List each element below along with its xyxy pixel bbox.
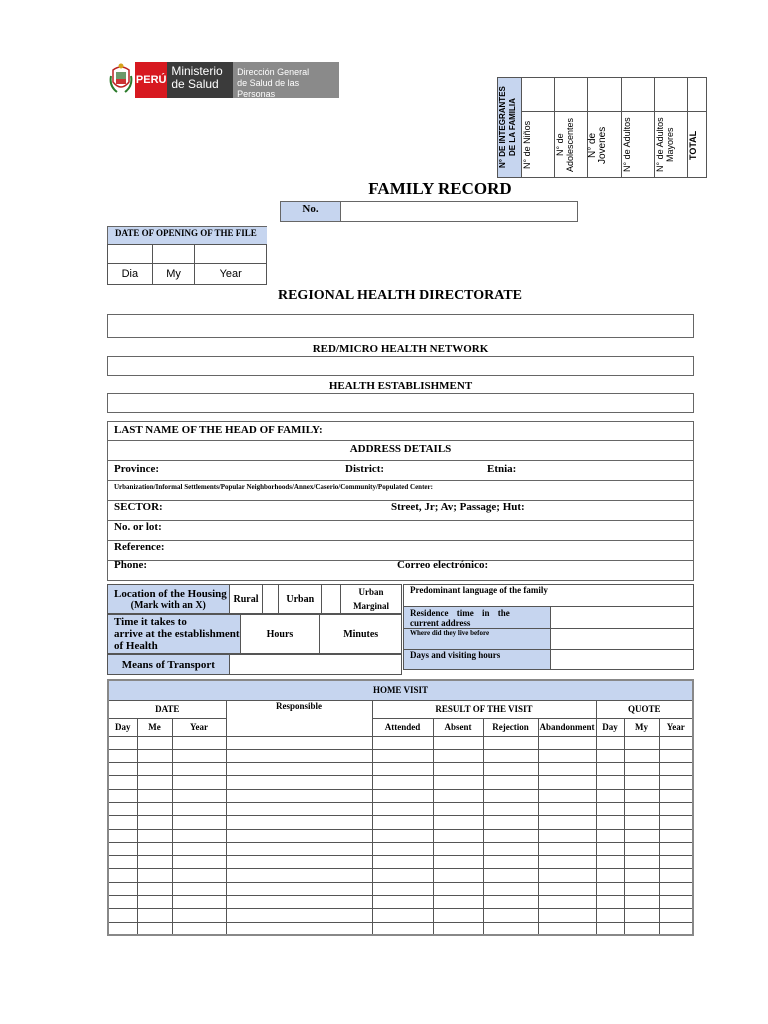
visit-cell[interactable] bbox=[226, 776, 372, 789]
adults-header: N° de Adultos bbox=[622, 117, 633, 172]
visit-cell[interactable] bbox=[596, 736, 624, 749]
language-block bbox=[403, 584, 694, 670]
transport-label: Means of Transport bbox=[108, 655, 230, 675]
residence-time-field[interactable] bbox=[550, 607, 693, 629]
sector-row[interactable] bbox=[107, 501, 694, 521]
visit-cell[interactable] bbox=[137, 736, 172, 749]
visit-cell[interactable] bbox=[137, 789, 172, 802]
visit-cell[interactable] bbox=[624, 816, 659, 829]
visit-cell[interactable] bbox=[538, 789, 596, 802]
ethnicity-label: Etnia: bbox=[487, 463, 517, 475]
visit-cell[interactable] bbox=[137, 776, 172, 789]
address-details-title: ADDRESS DETAILS bbox=[349, 443, 452, 455]
visit-cell[interactable] bbox=[108, 842, 137, 855]
visit-cell[interactable] bbox=[172, 763, 226, 776]
visit-cell[interactable] bbox=[624, 869, 659, 882]
visit-cell[interactable] bbox=[596, 909, 624, 922]
result-header: RESULT OF THE VISIT bbox=[372, 700, 596, 718]
visit-cell[interactable] bbox=[483, 909, 538, 922]
visit-cell[interactable] bbox=[596, 789, 624, 802]
visit-cell[interactable] bbox=[226, 802, 372, 815]
visit-cell[interactable] bbox=[483, 856, 538, 869]
phone-row[interactable] bbox=[107, 561, 694, 581]
visit-cell[interactable] bbox=[624, 802, 659, 815]
visit-cell[interactable] bbox=[596, 776, 624, 789]
visit-cell[interactable] bbox=[596, 829, 624, 842]
visit-cell[interactable] bbox=[433, 829, 483, 842]
visit-cell[interactable] bbox=[372, 856, 433, 869]
hours-field[interactable] bbox=[240, 615, 320, 654]
visit-cell[interactable] bbox=[372, 896, 433, 909]
visit-cell[interactable] bbox=[659, 736, 693, 749]
visit-cell[interactable] bbox=[226, 896, 372, 909]
visit-cell[interactable] bbox=[226, 763, 372, 776]
visit-row bbox=[108, 896, 693, 909]
visit-cell[interactable] bbox=[226, 749, 372, 762]
abandonment-header: Abandonment bbox=[538, 718, 596, 736]
visit-cell[interactable] bbox=[596, 856, 624, 869]
red-micro-field[interactable] bbox=[107, 356, 694, 376]
attended-header: Attended bbox=[372, 718, 433, 736]
visit-cell[interactable] bbox=[596, 763, 624, 776]
regional-title: REGIONAL HEALTH DIRECTORATE bbox=[277, 288, 523, 303]
visit-cell[interactable] bbox=[538, 869, 596, 882]
travel-time-line3: of Health bbox=[114, 640, 158, 652]
visit-cell[interactable] bbox=[137, 896, 172, 909]
visit-cell[interactable] bbox=[226, 736, 372, 749]
direction-name-line2: de Salud de las Personas bbox=[237, 78, 300, 99]
visit-cell[interactable] bbox=[137, 869, 172, 882]
visit-row bbox=[108, 829, 693, 842]
visit-cell[interactable] bbox=[137, 922, 172, 935]
total-header: TOTAL bbox=[688, 129, 699, 160]
opening-date-block bbox=[107, 226, 267, 285]
visit-cell[interactable] bbox=[172, 869, 226, 882]
visit-cell[interactable] bbox=[372, 763, 433, 776]
visit-cell[interactable] bbox=[433, 922, 483, 935]
visit-cell[interactable] bbox=[483, 922, 538, 935]
visit-cell[interactable] bbox=[483, 816, 538, 829]
visit-cell[interactable] bbox=[172, 789, 226, 802]
visit-cell[interactable] bbox=[226, 922, 372, 935]
address-details-row bbox=[107, 441, 694, 461]
visit-cell[interactable] bbox=[226, 869, 372, 882]
urbanization-row[interactable] bbox=[107, 481, 694, 501]
visit-cell[interactable] bbox=[538, 896, 596, 909]
visit-cell[interactable] bbox=[659, 869, 693, 882]
predominant-language-field[interactable] bbox=[404, 585, 694, 607]
visit-cell[interactable] bbox=[433, 856, 483, 869]
visit-cell[interactable] bbox=[538, 829, 596, 842]
opening-day-label: Dia bbox=[108, 264, 153, 285]
visit-cell[interactable] bbox=[226, 882, 372, 895]
district-label: District: bbox=[345, 463, 385, 475]
minutes-field[interactable] bbox=[320, 615, 402, 654]
record-number-label: No. bbox=[280, 201, 341, 222]
visit-row bbox=[108, 856, 693, 869]
coat-of-arms-icon bbox=[109, 62, 133, 96]
month-header: Me bbox=[137, 718, 172, 736]
visit-cell[interactable] bbox=[172, 749, 226, 762]
visit-cell[interactable] bbox=[624, 789, 659, 802]
visit-cell[interactable] bbox=[659, 749, 693, 762]
visit-cell[interactable] bbox=[433, 749, 483, 762]
phone-label: Phone: bbox=[114, 559, 147, 571]
visit-cell[interactable] bbox=[624, 842, 659, 855]
family-members-header: N° DE INTEGRANTES DE LA FAMILIA bbox=[498, 86, 517, 169]
page-title: FAMILY RECORD bbox=[368, 179, 512, 198]
number-label: No. or lot: bbox=[114, 521, 162, 533]
visit-cell[interactable] bbox=[596, 896, 624, 909]
visit-cell[interactable] bbox=[108, 882, 137, 895]
visit-cell[interactable] bbox=[172, 736, 226, 749]
visit-cell[interactable] bbox=[624, 882, 659, 895]
visit-cell[interactable] bbox=[172, 882, 226, 895]
visit-cell[interactable] bbox=[433, 736, 483, 749]
visit-cell[interactable] bbox=[433, 802, 483, 815]
urbanization-label: Urbanization/Informal Settlements/Popular Neighborhoods/Annex/Caserio/Community/Populated Center: bbox=[114, 483, 433, 491]
reference-label: Reference: bbox=[114, 541, 165, 553]
visit-cell[interactable] bbox=[596, 842, 624, 855]
ministry-name-line2: de Salud bbox=[171, 77, 219, 91]
housing-location-cell bbox=[108, 585, 230, 614]
visit-cell[interactable] bbox=[596, 869, 624, 882]
visit-cell[interactable] bbox=[659, 829, 693, 842]
responsible-header: Responsible bbox=[226, 700, 372, 736]
visit-cell[interactable] bbox=[538, 882, 596, 895]
urban-marginal-line2: Marginal bbox=[353, 601, 390, 611]
urban-option[interactable]: Urban bbox=[279, 585, 322, 614]
visiting-hours-field[interactable] bbox=[550, 650, 693, 670]
visit-cell[interactable] bbox=[108, 829, 137, 842]
housing-block bbox=[107, 584, 402, 674]
opening-month-label: My bbox=[152, 264, 195, 285]
visit-cell[interactable] bbox=[659, 909, 693, 922]
red-micro-label: RED/MICRO HEALTH NETWORK bbox=[312, 343, 489, 355]
visit-cell[interactable] bbox=[624, 829, 659, 842]
reference-row[interactable] bbox=[107, 541, 694, 561]
travel-time-line2: arrive at the establishment bbox=[114, 628, 240, 640]
visit-cell[interactable] bbox=[659, 802, 693, 815]
visit-row bbox=[108, 882, 693, 895]
opening-year-label: Year bbox=[195, 264, 267, 285]
peru-badge: PERÚ bbox=[135, 62, 167, 98]
residence-time-line2: current address bbox=[410, 617, 471, 628]
visit-row bbox=[108, 869, 693, 882]
visit-cell[interactable] bbox=[596, 749, 624, 762]
travel-time-line1: Time it takes to bbox=[114, 616, 187, 628]
visit-cell[interactable] bbox=[372, 869, 433, 882]
transport-field[interactable] bbox=[229, 655, 401, 675]
visit-cell[interactable] bbox=[624, 776, 659, 789]
visit-cell[interactable] bbox=[372, 909, 433, 922]
visit-cell[interactable] bbox=[226, 829, 372, 842]
visit-cell[interactable] bbox=[226, 909, 372, 922]
visit-cell[interactable] bbox=[659, 856, 693, 869]
travel-time-cell bbox=[108, 615, 241, 654]
visit-cell[interactable] bbox=[172, 909, 226, 922]
visit-cell[interactable] bbox=[137, 856, 172, 869]
visit-cell[interactable] bbox=[624, 909, 659, 922]
visit-cell[interactable] bbox=[538, 856, 596, 869]
opening-month-input[interactable] bbox=[152, 245, 195, 264]
visit-cell[interactable] bbox=[372, 816, 433, 829]
email-label: Correo electrónico: bbox=[397, 559, 489, 571]
quote-header: QUOTE bbox=[596, 700, 693, 718]
opening-date-title: DATE OF OPENING OF THE FILE bbox=[107, 226, 267, 244]
visit-row bbox=[108, 802, 693, 815]
minutes-label: Minutes bbox=[343, 628, 379, 640]
visit-cell[interactable] bbox=[659, 882, 693, 895]
visit-cell[interactable] bbox=[108, 749, 137, 762]
visit-cell[interactable] bbox=[483, 829, 538, 842]
visit-cell[interactable] bbox=[433, 763, 483, 776]
visit-row bbox=[108, 789, 693, 802]
residence-time-line1: Residence time in the bbox=[410, 607, 510, 618]
visit-cell[interactable] bbox=[226, 842, 372, 855]
visit-cell[interactable] bbox=[538, 816, 596, 829]
visit-cell[interactable] bbox=[372, 789, 433, 802]
visit-cell[interactable] bbox=[372, 922, 433, 935]
urban-marginal-option[interactable] bbox=[341, 585, 402, 614]
establishment-label: HEALTH ESTABLISHMENT bbox=[328, 380, 473, 392]
visit-cell[interactable] bbox=[433, 909, 483, 922]
visit-cell[interactable] bbox=[538, 909, 596, 922]
visit-cell[interactable] bbox=[172, 802, 226, 815]
visit-cell[interactable] bbox=[659, 922, 693, 935]
visit-cell[interactable] bbox=[483, 869, 538, 882]
visit-row bbox=[108, 736, 693, 749]
visit-cell[interactable] bbox=[624, 856, 659, 869]
visit-cell[interactable] bbox=[433, 789, 483, 802]
visit-cell[interactable] bbox=[538, 842, 596, 855]
visit-cell[interactable] bbox=[137, 763, 172, 776]
visit-cell[interactable] bbox=[226, 816, 372, 829]
visit-cell[interactable] bbox=[538, 736, 596, 749]
street-label: Street, Jr; Av; Passage; Hut: bbox=[391, 501, 525, 513]
visit-cell[interactable] bbox=[538, 802, 596, 815]
visit-cell[interactable] bbox=[659, 789, 693, 802]
regional-directorate-field[interactable] bbox=[107, 314, 694, 338]
visit-cell[interactable] bbox=[372, 842, 433, 855]
visit-row bbox=[108, 816, 693, 829]
visit-cell[interactable] bbox=[172, 922, 226, 935]
visit-cell[interactable] bbox=[659, 776, 693, 789]
visit-cell[interactable] bbox=[483, 802, 538, 815]
family-members-table bbox=[497, 77, 707, 178]
urban-checkbox[interactable] bbox=[322, 585, 341, 614]
visit-cell[interactable] bbox=[108, 736, 137, 749]
visit-cell[interactable] bbox=[433, 816, 483, 829]
visit-row bbox=[108, 776, 693, 789]
children-header: N° de Niños bbox=[522, 120, 533, 169]
visit-cell[interactable] bbox=[137, 909, 172, 922]
visit-cell[interactable] bbox=[596, 816, 624, 829]
visit-row bbox=[108, 749, 693, 762]
visit-cell[interactable] bbox=[172, 816, 226, 829]
visit-row bbox=[108, 909, 693, 922]
visit-cell[interactable] bbox=[624, 763, 659, 776]
quote-day-header: Day bbox=[596, 718, 624, 736]
visit-cell[interactable] bbox=[108, 922, 137, 935]
seniors-header: N° de Adultos Mayores bbox=[654, 117, 675, 172]
visit-cell[interactable] bbox=[226, 856, 372, 869]
visit-cell[interactable] bbox=[172, 856, 226, 869]
visiting-hours-label: Days and visiting hours bbox=[404, 650, 551, 670]
visit-cell[interactable] bbox=[483, 749, 538, 762]
visit-cell[interactable] bbox=[659, 842, 693, 855]
previous-residence-label: Where did they live before bbox=[404, 629, 551, 650]
visit-cell[interactable] bbox=[172, 829, 226, 842]
visit-cell[interactable] bbox=[624, 896, 659, 909]
previous-residence-field[interactable] bbox=[550, 629, 693, 650]
direction-name-line1: Dirección General bbox=[237, 67, 310, 77]
record-number-field[interactable] bbox=[340, 201, 578, 222]
visit-cell[interactable] bbox=[624, 749, 659, 762]
visit-cell[interactable] bbox=[108, 896, 137, 909]
visit-cell[interactable] bbox=[108, 789, 137, 802]
visit-cell[interactable] bbox=[372, 829, 433, 842]
visit-cell[interactable] bbox=[433, 882, 483, 895]
year-header: Year bbox=[172, 718, 226, 736]
visit-cell[interactable] bbox=[137, 802, 172, 815]
visit-cell[interactable] bbox=[108, 802, 137, 815]
ministry-logo bbox=[107, 62, 344, 98]
head-of-family-row[interactable] bbox=[107, 421, 694, 441]
visit-row bbox=[108, 922, 693, 935]
visit-cell[interactable] bbox=[596, 922, 624, 935]
visit-cell[interactable] bbox=[483, 776, 538, 789]
visit-cell[interactable] bbox=[172, 896, 226, 909]
visit-row bbox=[108, 842, 693, 855]
home-visit-table bbox=[107, 679, 694, 936]
visit-cell[interactable] bbox=[226, 789, 372, 802]
absent-header: Absent bbox=[433, 718, 483, 736]
rural-option[interactable]: Rural bbox=[229, 585, 263, 614]
day-header: Day bbox=[108, 718, 137, 736]
date-header: DATE bbox=[108, 700, 226, 718]
number-row[interactable] bbox=[107, 521, 694, 541]
visit-cell[interactable] bbox=[433, 896, 483, 909]
quote-month-header: My bbox=[624, 718, 659, 736]
visit-cell[interactable] bbox=[538, 763, 596, 776]
visit-cell[interactable] bbox=[137, 829, 172, 842]
visit-cell[interactable] bbox=[538, 749, 596, 762]
visit-cell[interactable] bbox=[372, 776, 433, 789]
visit-cell[interactable] bbox=[172, 842, 226, 855]
visit-cell[interactable] bbox=[659, 816, 693, 829]
visit-cell[interactable] bbox=[137, 749, 172, 762]
establishment-field[interactable] bbox=[107, 393, 694, 413]
hours-label: Hours bbox=[266, 628, 294, 640]
visit-cell[interactable] bbox=[172, 776, 226, 789]
quote-year-header: Year bbox=[659, 718, 693, 736]
urban-marginal-line1: Urban bbox=[358, 587, 384, 597]
visit-cell[interactable] bbox=[433, 776, 483, 789]
visit-cell[interactable] bbox=[596, 882, 624, 895]
visit-cell[interactable] bbox=[137, 842, 172, 855]
visit-cell[interactable] bbox=[433, 869, 483, 882]
head-of-family-label: LAST NAME OF THE HEAD OF FAMILY: bbox=[114, 424, 323, 436]
visit-cell[interactable] bbox=[483, 736, 538, 749]
province-row[interactable] bbox=[107, 461, 694, 481]
visit-cell[interactable] bbox=[596, 802, 624, 815]
residence-time-cell bbox=[404, 607, 551, 629]
visit-cell[interactable] bbox=[483, 896, 538, 909]
home-visit-title: HOME VISIT bbox=[108, 680, 693, 700]
visit-cell[interactable] bbox=[372, 749, 433, 762]
visit-cell[interactable] bbox=[538, 776, 596, 789]
rejection-header: Rejection bbox=[483, 718, 538, 736]
visit-cell[interactable] bbox=[137, 816, 172, 829]
visit-cell[interactable] bbox=[659, 896, 693, 909]
visit-cell[interactable] bbox=[624, 922, 659, 935]
sector-label: SECTOR: bbox=[114, 501, 163, 513]
visit-cell[interactable] bbox=[538, 922, 596, 935]
visit-cell[interactable] bbox=[108, 776, 137, 789]
visit-cell[interactable] bbox=[483, 882, 538, 895]
visit-cell[interactable] bbox=[483, 763, 538, 776]
visit-cell[interactable] bbox=[372, 802, 433, 815]
visit-cell[interactable] bbox=[483, 789, 538, 802]
visit-cell[interactable] bbox=[108, 909, 137, 922]
visit-cell[interactable] bbox=[137, 882, 172, 895]
visit-row bbox=[108, 763, 693, 776]
visit-cell[interactable] bbox=[433, 842, 483, 855]
visit-cell[interactable] bbox=[108, 869, 137, 882]
opening-year-input[interactable] bbox=[195, 245, 267, 264]
visit-cell[interactable] bbox=[624, 736, 659, 749]
visit-cell[interactable] bbox=[659, 763, 693, 776]
province-label: Province: bbox=[114, 463, 160, 475]
visit-cell[interactable] bbox=[372, 736, 433, 749]
visit-cell[interactable] bbox=[108, 763, 137, 776]
ministry-name-line1: Ministerio bbox=[171, 64, 223, 78]
adolescents-header: N° de Adolescentes bbox=[554, 117, 575, 172]
visit-cell[interactable] bbox=[483, 842, 538, 855]
youth-header: N° de Jovenes bbox=[587, 125, 609, 164]
visit-cell[interactable] bbox=[108, 856, 137, 869]
opening-day-input[interactable] bbox=[108, 245, 153, 264]
visit-cell[interactable] bbox=[108, 816, 137, 829]
predominant-language-label: Predominant language of the family bbox=[410, 585, 548, 595]
housing-location-label: Location of the Housing bbox=[114, 587, 227, 600]
visit-cell[interactable] bbox=[372, 882, 433, 895]
rural-checkbox[interactable] bbox=[263, 585, 279, 614]
housing-location-hint: (Mark with an X) bbox=[130, 599, 206, 611]
